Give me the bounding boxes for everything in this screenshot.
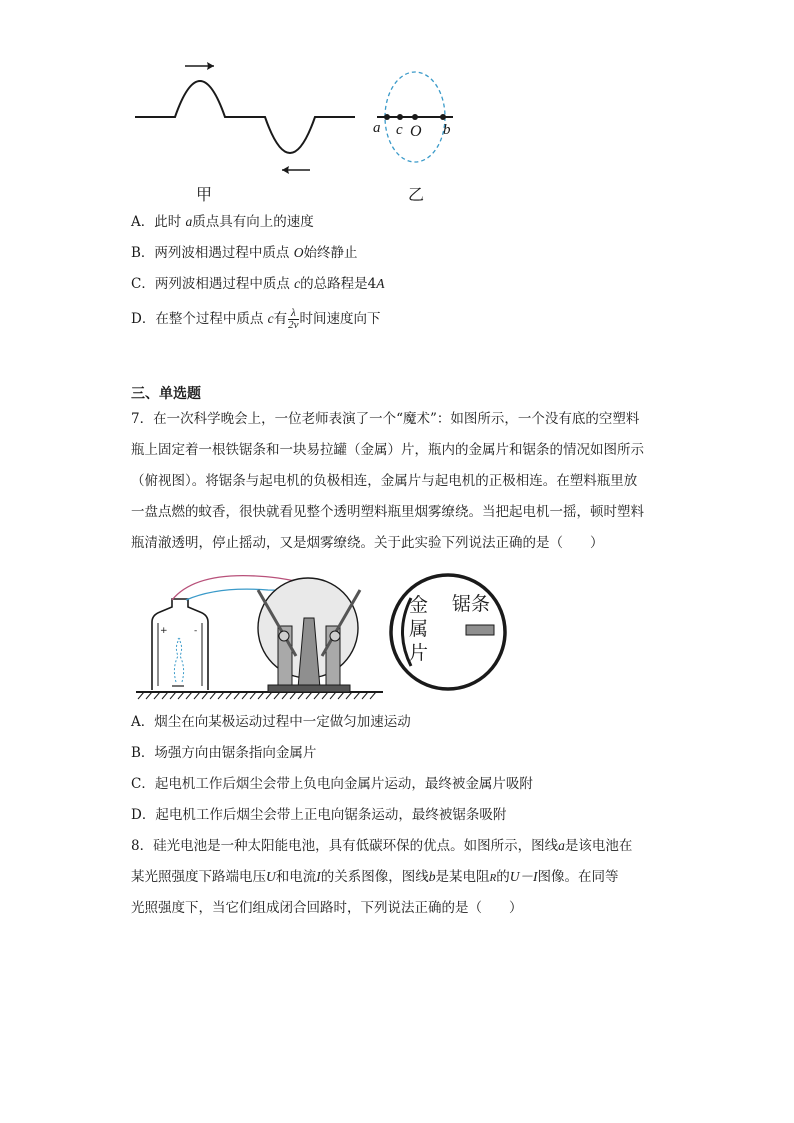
q8-text: 是该电池在 (564, 838, 633, 854)
wave-figure (130, 55, 470, 210)
option-text: A．此时 (131, 214, 186, 230)
var-c: c (294, 276, 301, 291)
q6-option-b (131, 244, 357, 262)
bottle-minus-sign: - (194, 626, 198, 636)
machine-ball-right (330, 631, 340, 641)
option-text: 始终静止 (303, 245, 358, 261)
option-text: B．两列波相遇过程中质点 (131, 245, 294, 261)
q8-text: 的 (496, 869, 510, 885)
point-a (384, 114, 390, 120)
var-ui: U－I (509, 869, 538, 884)
var-r: R (489, 872, 497, 884)
q6-option-d (131, 306, 381, 332)
option-text: D．在整个过程中质点 (131, 311, 268, 327)
q7-line-4: 一盘点燃的蚊香，很快就看见整个透明塑料瓶里烟雾缭绕。当把起电机一摇，顿时塑料 (131, 504, 644, 520)
electrostatic-figure (128, 560, 518, 705)
q8-text: 的关系图像，图线 (320, 869, 429, 885)
q6-option-a (131, 213, 314, 231)
point-c (397, 114, 403, 120)
q8-text: 8．硅光电池是一种太阳能电池，具有低碳环保的优点。如图所示，图线 (131, 838, 559, 854)
label-metal-3: 片 (409, 642, 429, 664)
electrostatic-figure-svg (128, 560, 518, 705)
q7-option-d: D．起电机工作后烟尘会带上正电向锯条运动，最终被锯条吸附 (131, 807, 507, 823)
q8-line-1 (131, 837, 632, 855)
q7-option-a: A．烟尘在向某极运动过程中一定做匀加速运动 (131, 714, 411, 730)
section-heading: 三、单选题 (131, 386, 201, 402)
label-o: O (410, 123, 422, 140)
label-saw: 锯条 (452, 593, 491, 615)
arrow-left-icon (282, 166, 310, 174)
saw-blade (466, 625, 494, 635)
var-c: c (267, 311, 274, 326)
label-metal-1: 金 (409, 594, 429, 616)
wave-figure-svg (130, 55, 470, 210)
smoke (174, 638, 183, 682)
machine-ball-left (279, 631, 289, 641)
machine-base (268, 685, 350, 692)
fraction (288, 308, 298, 331)
q6-option-c (131, 275, 384, 293)
option-text: 的总路程是 (300, 276, 368, 292)
label-metal-2: 属 (409, 618, 429, 640)
arrow-right-icon (185, 62, 214, 70)
var-a: a (558, 838, 565, 853)
label-b: b (443, 122, 451, 138)
option-text: 质点具有向上的速度 (192, 214, 314, 230)
point-o (412, 114, 418, 120)
value-4: 4 (367, 276, 377, 292)
var-i: I (316, 869, 321, 884)
q8-text: 是某电阻 (435, 869, 490, 885)
fraction-numerator: λ (288, 308, 298, 320)
var-a: a (185, 214, 193, 229)
wave-line (135, 81, 355, 153)
q7-line-5: 瓶清澈透明，停止摇动，又是烟雾缭绕。关于此实验下列说法正确的是（ ） (131, 535, 604, 551)
caption-yi: 乙 (408, 185, 425, 204)
q7-option-c: C．起电机工作后烟尘会带上负电向金属片运动，最终被金属片吸附 (131, 776, 533, 792)
option-text: 时间速度向下 (299, 311, 381, 327)
plastic-bottle (152, 599, 208, 690)
q7-line-1: 7．在一次科学晚会上，一位老师表演了一个“魔术”：如图所示，一个没有底的空塑料 (131, 411, 640, 427)
q8-text: 图像。在同等 (537, 869, 619, 885)
label-a: a (373, 120, 381, 136)
ground-hatch (138, 692, 376, 699)
bottle-plus-sign: + (160, 626, 168, 636)
q7-option-b: B．场强方向由锯条指向金属片 (131, 745, 317, 761)
unit-a: A (376, 276, 385, 291)
q7-line-2: 瓶上固定着一根铁锯条和一块易拉罐（金属）片，瓶内的金属片和锯条的情况如图所示 (131, 442, 644, 458)
option-text: C．两列波相遇过程中质点 (131, 276, 295, 292)
q8-line-3: 光照强度下，当它们组成闭合回路时，下列说法正确的是（ ） (131, 900, 523, 916)
var-o: O (293, 245, 304, 260)
q7-line-3: （俯视图）。将锯条与起电机的负极相连，金属片与起电机的正极相连。在塑料瓶里放 (131, 473, 638, 489)
q8-text: 某光照强度下路端电压 (131, 869, 266, 885)
fraction-denominator: 2v (288, 319, 299, 331)
caption-jia: 甲 (196, 185, 213, 204)
point-b (440, 114, 446, 120)
option-text: 有 (273, 311, 288, 327)
q8-text: 和电流 (275, 869, 317, 885)
q8-line-2 (131, 868, 618, 887)
var-u: U (266, 869, 276, 884)
label-c: c (396, 122, 403, 138)
var-b: b (428, 869, 436, 884)
